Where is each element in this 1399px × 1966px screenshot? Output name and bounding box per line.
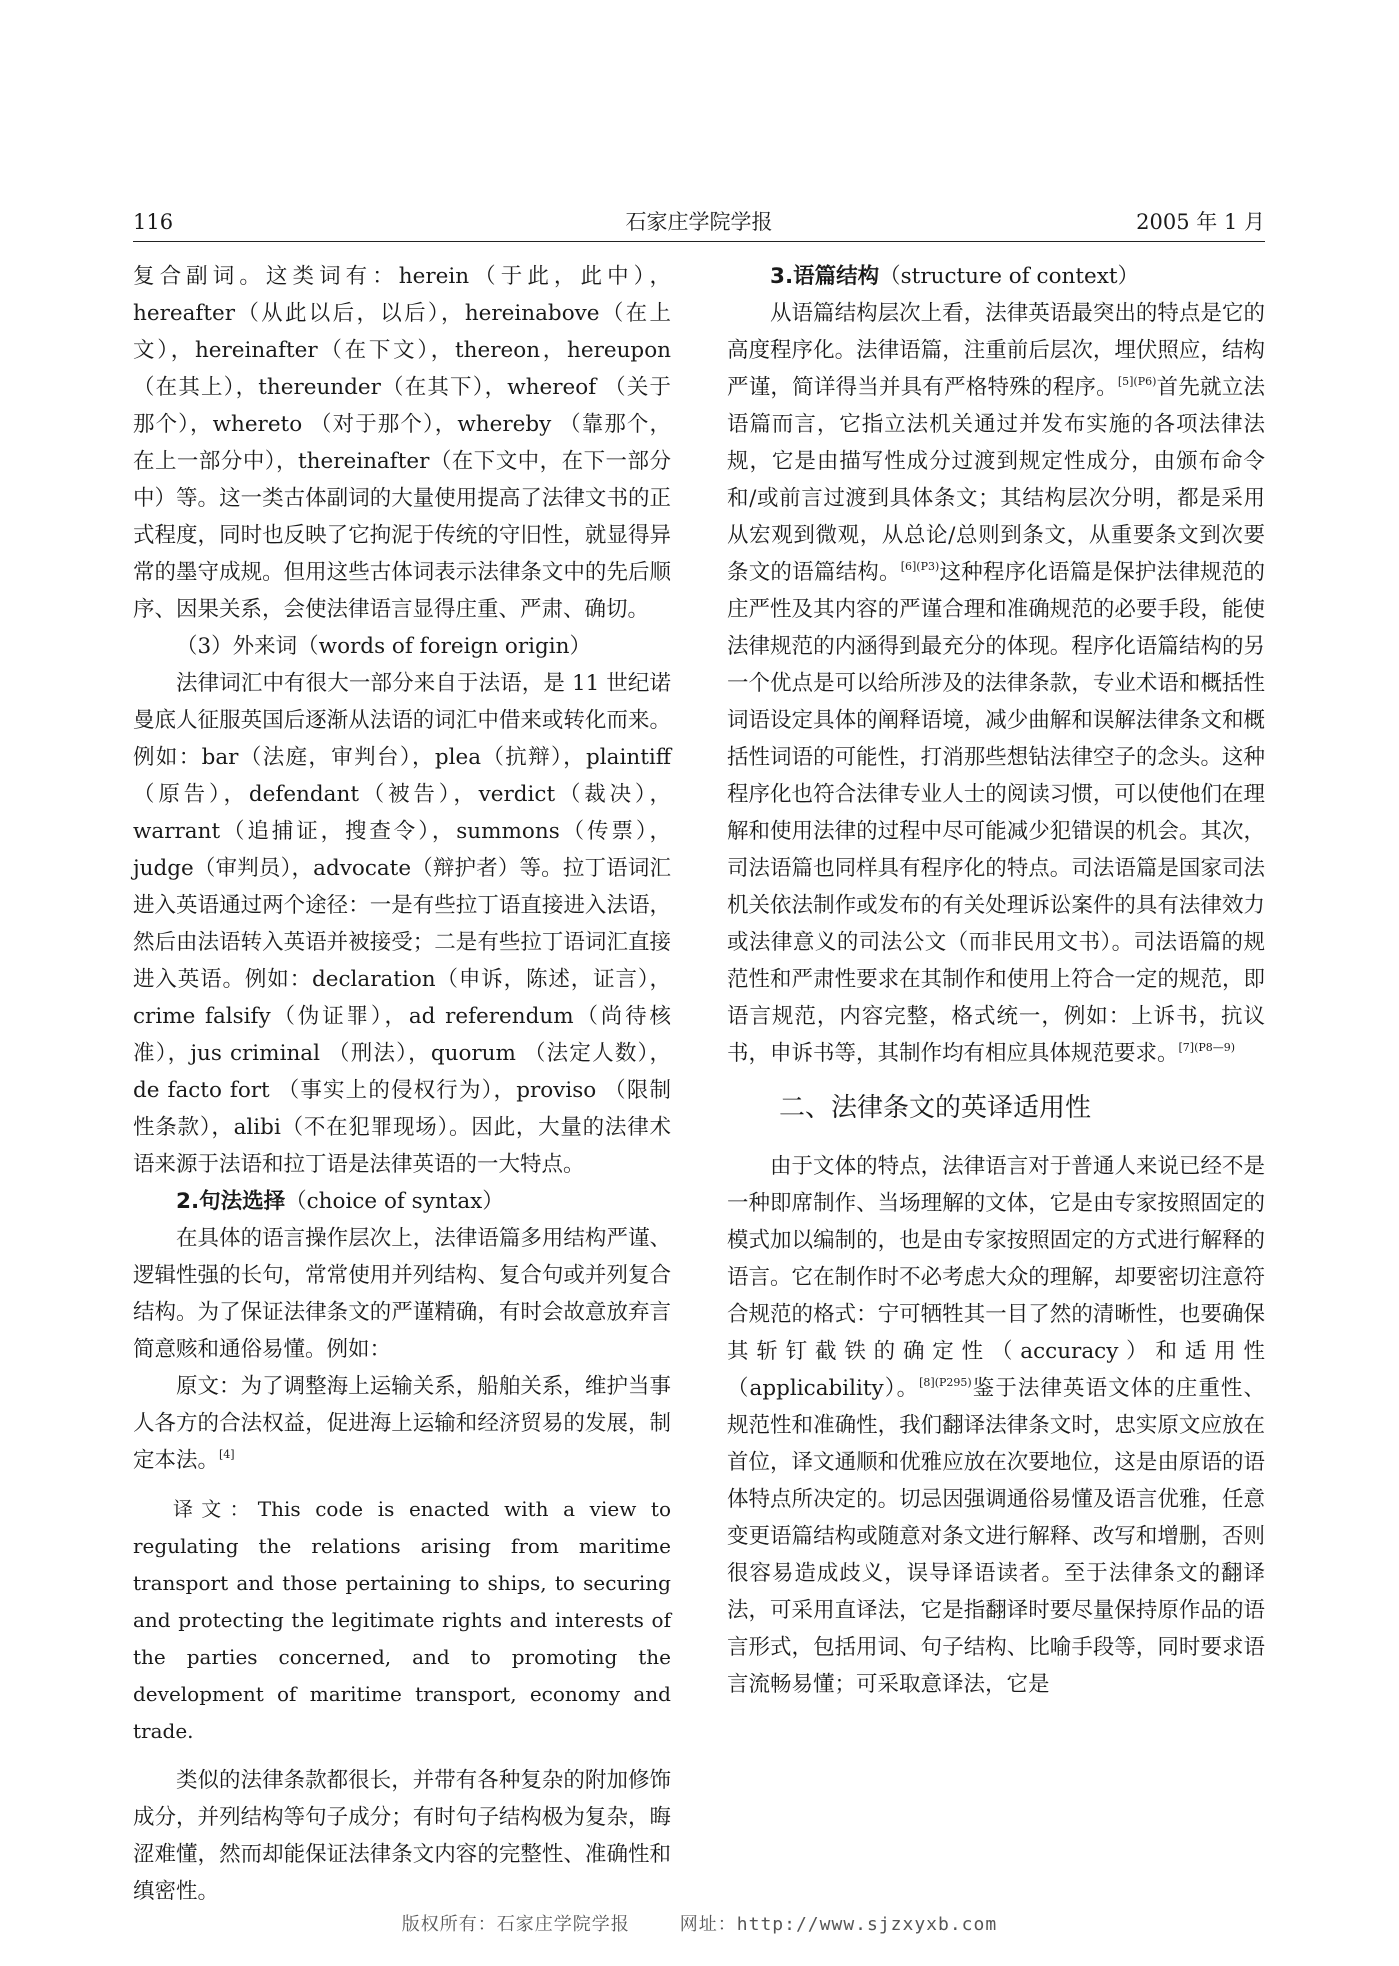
header-rule <box>133 241 1265 242</box>
issue-date: 2005 年 1 月 <box>1136 210 1265 234</box>
paragraph-original-text <box>133 1368 671 1479</box>
page-header <box>133 207 1265 237</box>
text-segment: 这种程序化语篇是保护法律规范的庄严性及其内容的严谨合理和准确规范的必要手段，能使法律规范的内涵得到最充分的体现。程序化语篇结构的另一个优点是可以给所涉及的法律条款，专业术语和概括性词语设定具体的阐释语境，减少曲解和误解法律条文和概括性词语的可能性，打消那些想钻法律空子的念头。这种程序化也符合法律专业人士的阅读习惯，可以使他们在理解和使用法律的过程中尽可能减少犯错误的机会。其次，司法语篇也同样具有程序化的特点。司法语篇是国家司法机关依法制作或发布的有关处理诉讼案件的具有法律效力或法律意义的司法公文（而非民用文书）。司法语篇的规范性和严肃性要求在其制作和使用上符合一定的规范，即语言规范，内容完整，格式统一，例如：上诉书，抗议书，申诉书等，其制作均有相应具体规范要求。 <box>727 560 1265 1066</box>
text-segment: 鉴于法律英语文体的庄重性、规范性和准确性，我们翻译法律条文时，忠实原文应放在首位，译文通顺和优雅应放在次要地位，这是由原语的语体特点所决定的。切忌因强调通俗易懂及语言优雅，任意变更语篇结构或随意对条文进行解释、改写和增删，否则很容易造成歧义，误导译语读者。至于法律条文的翻译法，可采用直译法，它是指翻译时要尽量保持原作品的语言形式，包括用词、句子结构、比喻手段等，同时要求语言流畅易懂；可采取意译法，它是 <box>727 1376 1265 1697</box>
original-text: 原文：为了调整海上运输关系，船舶关系，维护当事人各方的合法权益，促进海上运输和经济贸易的发展，制定本法。 <box>133 1374 671 1473</box>
paragraph-long-clauses: 类似的法律条款都很长，并带有各种复杂的附加修饰成分，并列结构等句子成分；有时句子结构极为复杂，晦涩难懂，然而却能保证法律条文内容的完整性、准确性和缜密性。 <box>133 1768 671 1904</box>
paragraph-translation: 译文：This code is enacted with a view to regulating the relations arising from maritime transport and those pertaining to ships, to securing and protecting the legitimate rights and interests of the parties concerned, and to promoting the development of maritime transport, economy and trade. <box>133 1497 671 1743</box>
journal-title: 石家庄学院学报 <box>625 210 773 234</box>
citation-ref: [8](P295) <box>919 1376 972 1389</box>
paragraph-context-structure <box>727 295 1265 1072</box>
citation-ref: [7](P8—9) <box>1178 1041 1236 1054</box>
copyright-notice: 版权所有：石家庄学院学报 <box>401 1914 630 1935</box>
paragraph-translation-applicability <box>727 1148 1265 1703</box>
text-segment: 从语篇结构层次上看，法律英语最突出的特点是它的高度程序化。法律语篇，注重前后层次，埋伏照应，结构严谨，简详得当并具有严格特殊的程序。 <box>727 301 1265 400</box>
subheading-syntax <box>133 1183 671 1220</box>
paragraph-archaic-adverbs: 复合副词。这类词有：herein（于此，此中），hereafter（从此以后，以后），hereinabove（在上文），hereinafter（在下文），thereon，hereupon（在其上），thereunder（在其下），whereof （关于那个），whereto （对于那个），whereby （靠那个，在上一部分中），thereinafter（在下文中，在下一部分中）等。这一类古体副词的大量使用提高了法律文书的正式程度，同时也反映了它拘泥于传统的守旧性，就显得异常的墨守成规。但用这些古体词表示法律条文中的先后顺序、因果关系，会使法律语言显得庄重、严肃、确切。 <box>133 264 671 622</box>
subheading-foreign-words: （3）外来词（words of foreign origin） <box>176 634 591 659</box>
page-footer <box>0 1910 1399 1936</box>
paragraph-foreign-words: 法律词汇中有很大一部分来自于法语，是 11 世纪诺曼底人征服英国后逐渐从法语的词汇中借来或转化而来。例如：bar（法庭，审判台），plea（抗辩），plaintiff（原告），defendant（被告），verdict（裁决），warrant（追捕证，搜查令），summons（传票），judge（审判员），advocate（辩护者）等。拉丁语词汇进入英语通过两个途径：一是有些拉丁语直接进入法语，然后由法语转入英语并被接受；二是有些拉丁语词汇直接进入英语。例如：declaration（申诉，陈述，证言），crime falsify（伪证罪），ad referendum（尚待核准），jus criminal （刑法），quorum （法定人数），de facto fort （事实上的侵权行为），proviso （限制性条款），alibi（不在犯罪现场）。因此，大量的法律术语来源于法语和拉丁语是法律英语的一大特点。 <box>133 671 671 1177</box>
section-title: 二、法律条文的英译适用性 <box>779 1093 1092 1123</box>
subheading-syntax-en: （choice of syntax） <box>285 1189 504 1214</box>
right-column <box>727 258 1265 1703</box>
website-link[interactable]: 网址：http://www.sjzxyxb.com <box>679 1914 998 1935</box>
text-segment: 由于文体的特点，法律语言对于普通人来说已经不是一种即席制作、当场理解的文体，它是由专家按照固定的模式加以编制的，也是由专家按照固定的方式进行解释的语言。它在制作时不必考虑大众的理解，却要密切注意符合规范的格式：宁可牺牲其一目了然的清晰性，也要确保其斩钉截铁的确定性（accuracy）和适用性（applicability）。 <box>727 1154 1265 1401</box>
paragraph-syntax: 在具体的语言操作层次上，法律语篇多用结构严谨、逻辑性强的长句，常常使用并列结构、复合句或并列复合结构。为了保证法律条文的严谨精确，有时会故意放弃言简意赅和通俗易懂。例如： <box>133 1226 671 1362</box>
text-segment: 首先就立法语篇而言，它指立法机关通过并发布实施的各项法律法规，它是由描写性成分过渡到规定性成分，由颁布命令和/或前言过渡到具体条文；其结构层次分明，都是采用从宏观到微观，从总论/总则到条文，从重要条文到次要条文的语篇结构。 <box>727 375 1265 585</box>
citation-ref: [5](P6) <box>1117 375 1157 388</box>
page-number: 116 <box>133 210 174 234</box>
subheading-context <box>727 258 1265 295</box>
citation-ref: [4] <box>219 1448 235 1461</box>
left-column <box>133 258 671 1910</box>
citation-ref: [6](P3) <box>900 560 940 573</box>
subheading-syntax-label: 2.句法选择 <box>176 1189 286 1214</box>
subheading-context-label: 3.语篇结构 <box>770 264 880 289</box>
subheading-context-en: （structure of context） <box>879 264 1139 289</box>
